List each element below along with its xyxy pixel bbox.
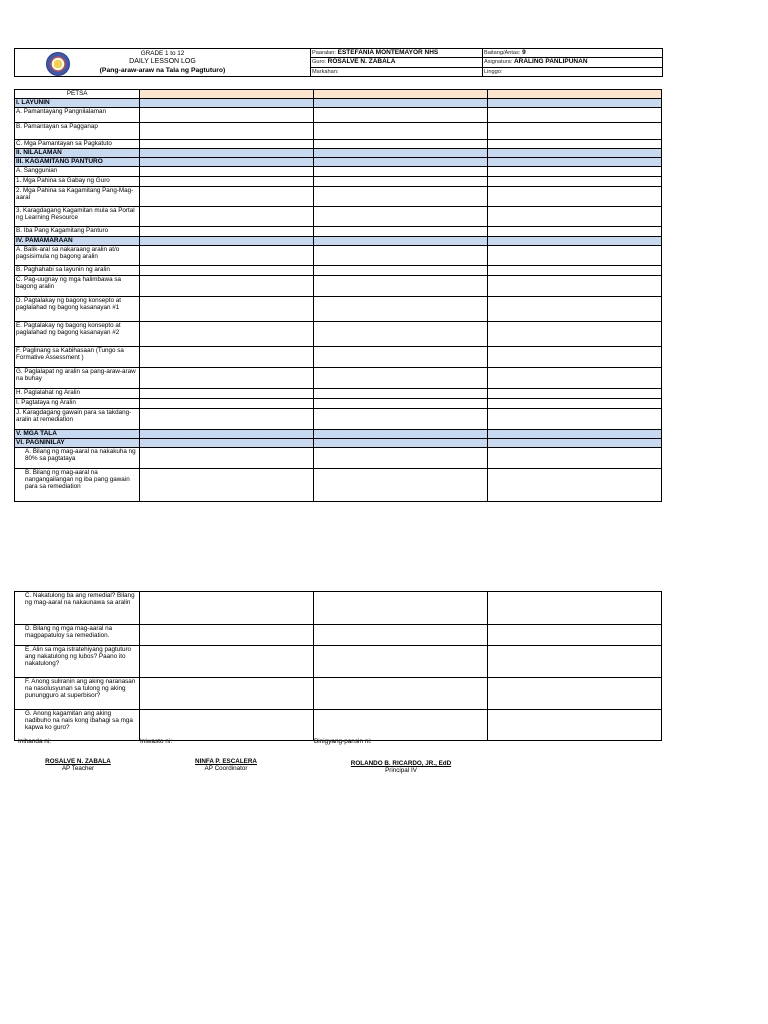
row-label: A. Balik-aral sa nakaraang aralin at/o pagsisimula ng bagong aralin [15, 246, 140, 266]
prepared-label: Inihanda ni: [18, 738, 52, 745]
day-cell[interactable] [314, 347, 488, 368]
noted-role: Principal IV [385, 767, 417, 774]
day-cell[interactable] [314, 266, 488, 276]
day-cell[interactable] [488, 123, 662, 140]
day-cell[interactable] [140, 149, 314, 158]
day-cell[interactable] [140, 90, 314, 99]
day-cell[interactable] [488, 439, 662, 448]
day-cell[interactable] [488, 322, 662, 347]
row-label: PETSA [15, 90, 140, 99]
log-subtitle: (Pang-araw-araw na Tala ng Pagtuturo) [99, 66, 226, 74]
day-cell[interactable] [140, 322, 314, 347]
day-cell[interactable] [314, 207, 488, 227]
day-cell[interactable] [488, 276, 662, 297]
row-label: F. Paglinang sa Kabihasaan (Tungo sa Formative Assessment ) [15, 347, 140, 368]
row-label: I. LAYUNIN [15, 99, 140, 108]
header-table [14, 48, 663, 77]
subject-cell: Asignatura: ARALING PANLIPUNAN [483, 58, 663, 67]
day-cell[interactable] [140, 592, 314, 625]
header-title-cell [15, 49, 311, 77]
row-label: B. Paghahabi sa layunin ng aralin [15, 266, 140, 276]
day-cell[interactable] [314, 99, 488, 108]
row-label: G. Anong kagamitan ang aking nadibuho na nais kong ibahagi sa mga kapwa ko guro? [15, 710, 140, 741]
day-cell[interactable] [140, 123, 314, 140]
day-cell[interactable] [314, 409, 488, 430]
row-label: B. Iba Pang Kagamitang Panturo [15, 227, 140, 237]
noted-signature [336, 760, 466, 774]
table-row [15, 227, 662, 237]
day-cell[interactable] [140, 625, 314, 646]
day-cell[interactable] [140, 646, 314, 678]
day-cell[interactable] [140, 297, 314, 322]
section-row [15, 237, 662, 246]
day-cell[interactable] [314, 646, 488, 678]
table-row [15, 322, 662, 347]
day-cell[interactable] [314, 592, 488, 625]
deped-seal-icon [46, 52, 70, 76]
day-cell[interactable] [314, 246, 488, 266]
day-cell[interactable] [140, 266, 314, 276]
day-cell[interactable] [488, 592, 662, 625]
checked-role: AP Coordinator [204, 765, 248, 772]
day-cell[interactable] [140, 177, 314, 187]
day-cell[interactable] [488, 108, 662, 123]
noted-name: ROLANDO B. RICARDO, JR., EdD [350, 760, 452, 767]
table-row [15, 710, 662, 741]
teacher-value: ROSALVE N. ZABALA [327, 58, 396, 66]
day-cell[interactable] [140, 409, 314, 430]
day-cell[interactable] [314, 158, 488, 167]
day-cell[interactable] [314, 625, 488, 646]
day-cell[interactable] [140, 246, 314, 266]
row-label: II. NILALAMAN [15, 149, 140, 158]
day-cell[interactable] [140, 678, 314, 710]
day-cell[interactable] [140, 347, 314, 368]
day-cell[interactable] [488, 149, 662, 158]
day-cell[interactable] [140, 237, 314, 246]
day-cell[interactable] [314, 167, 488, 177]
row-label: III. KAGAMITANG PANTURO [15, 158, 140, 167]
day-cell[interactable] [314, 710, 488, 741]
day-cell[interactable] [488, 140, 662, 149]
prepared-name: ROSALVE N. ZABALA [45, 758, 111, 765]
day-cell[interactable] [488, 177, 662, 187]
day-cell[interactable] [488, 266, 662, 276]
section-row [15, 158, 662, 167]
day-cell[interactable] [140, 99, 314, 108]
grade-level-cell: Baitang/Antas: 9 [483, 49, 663, 58]
table-row [15, 625, 662, 646]
day-cell[interactable] [140, 187, 314, 207]
day-cell[interactable] [140, 399, 314, 409]
school-value: ESTEFANIA MONTEMAYOR NHS [337, 49, 439, 56]
day-cell[interactable] [488, 625, 662, 646]
day-cell[interactable] [314, 399, 488, 409]
table-row [15, 266, 662, 276]
day-cell[interactable] [140, 140, 314, 149]
table-row [15, 207, 662, 227]
day-cell[interactable] [314, 177, 488, 187]
prepared-role: AP Teacher [61, 765, 95, 772]
row-label: E. Alin sa mga istratehiyang pagtuturo ang nakatulong ng lubos? Paano ito nakatulong? [15, 646, 140, 678]
row-label: A. Pamantayang Pangnilalaman [15, 108, 140, 123]
row-label: A. Bilang ng mag-aaral na nakakuha ng 80% sa pagtataya [15, 448, 140, 469]
row-label: H. Paglalahat ng Aralin [15, 389, 140, 399]
table-row [15, 646, 662, 678]
row-label: C. Pag-uugnay ng mga halimbawa sa bagong aralin [15, 276, 140, 297]
grade-range: GRADE 1 to 12 [140, 49, 185, 57]
day-cell[interactable] [488, 246, 662, 266]
section-row [15, 439, 662, 448]
day-cell[interactable] [140, 108, 314, 123]
day-cell[interactable] [314, 108, 488, 123]
day-cell[interactable] [314, 237, 488, 246]
table-row [15, 187, 662, 207]
checked-label: Iniwasto ni: [140, 738, 172, 745]
day-cell[interactable] [314, 430, 488, 439]
row-label: D. Pagtalakay ng bagong konsepto at paglalahad ng bagong kasanayan #1 [15, 297, 140, 322]
day-cell[interactable] [488, 469, 662, 502]
day-cell[interactable] [488, 207, 662, 227]
table-row [15, 347, 662, 368]
day-cell[interactable] [488, 99, 662, 108]
row-label: C. Nakatulong ba ang remedial? Bilang ng mag-aaral na nakaunawa sa aralin [15, 592, 140, 625]
table-row [15, 177, 662, 187]
day-cell[interactable] [488, 646, 662, 678]
day-cell[interactable] [488, 368, 662, 389]
day-cell[interactable] [488, 678, 662, 710]
checked-name: NINFA P. ESCALERA [195, 758, 257, 765]
day-cell[interactable] [140, 227, 314, 237]
section-row [15, 149, 662, 158]
day-cell[interactable] [488, 710, 662, 741]
day-cell[interactable] [140, 276, 314, 297]
day-cell[interactable] [488, 409, 662, 430]
row-label: 1. Mga Pahina sa Gabay ng Guro [15, 177, 140, 187]
day-cell[interactable] [314, 448, 488, 469]
row-label: D. Bilang ng mga mag-aaral na magpapatuloy sa remediation. [15, 625, 140, 646]
day-cell[interactable] [314, 469, 488, 502]
row-label: G. Paglalapat ng aralin sa pang-araw-araw na buhay [15, 368, 140, 389]
day-cell[interactable] [140, 710, 314, 741]
row-label: A. Sanggunian [15, 167, 140, 177]
table-row [15, 448, 662, 469]
day-cell[interactable] [140, 158, 314, 167]
day-cell[interactable] [488, 167, 662, 177]
table-row [15, 123, 662, 140]
day-cell[interactable] [314, 90, 488, 99]
day-cell[interactable] [314, 322, 488, 347]
day-cell[interactable] [140, 389, 314, 399]
row-label: C. Mga Pamantayan sa Pagkatuto [15, 140, 140, 149]
grade-level-value: 9 [522, 49, 526, 56]
day-cell[interactable] [488, 448, 662, 469]
day-cell[interactable] [488, 430, 662, 439]
prepared-signature [18, 758, 138, 772]
table-row [15, 592, 662, 625]
day-cell[interactable] [314, 439, 488, 448]
section-row [15, 430, 662, 439]
day-cell[interactable] [140, 430, 314, 439]
day-cell[interactable] [488, 297, 662, 322]
day-cell[interactable] [314, 297, 488, 322]
day-cell[interactable] [140, 448, 314, 469]
table-row [15, 276, 662, 297]
table-row [15, 469, 662, 502]
day-cell[interactable] [488, 158, 662, 167]
row-label: B. Bilang ng mag-aaral na nangangailangan ng iba pang gawain para sa remediation [15, 469, 140, 502]
row-label: I. Pagtataya ng Aralin [15, 399, 140, 409]
day-cell[interactable] [140, 368, 314, 389]
day-cell[interactable] [488, 347, 662, 368]
row-label: E. Pagtalakay ng bagong konsepto at paglalahad ng bagong kasanayan #2 [15, 322, 140, 347]
row-label: 3. Karagdagang Kagamitan mula sa Portal ng Learning Resource [15, 207, 140, 227]
table-row [15, 167, 662, 177]
day-cell[interactable] [488, 187, 662, 207]
school-cell: Paaralan: ESTEFANIA MONTEMAYOR NHS [311, 49, 483, 58]
date-row [15, 90, 662, 99]
day-cell[interactable] [140, 167, 314, 177]
table-row [15, 368, 662, 389]
quarter-cell: Markahan: [311, 67, 483, 76]
checked-signature [166, 758, 286, 772]
table-row [15, 108, 662, 123]
table-row [15, 678, 662, 710]
table-row [15, 399, 662, 409]
table-row [15, 246, 662, 266]
subject-value: ARALING PANLIPUNAN [513, 58, 588, 66]
table-row [15, 409, 662, 430]
day-cell[interactable] [488, 90, 662, 99]
day-cell[interactable] [488, 389, 662, 399]
noted-label: Binigyang-pansin ni: [314, 738, 372, 745]
day-cell[interactable] [314, 187, 488, 207]
day-cell[interactable] [140, 207, 314, 227]
row-label: VI. PAGNINILAY [15, 439, 140, 448]
row-label: IV. PAMAMARAAN [15, 237, 140, 246]
day-cell[interactable] [488, 399, 662, 409]
day-cell[interactable] [314, 678, 488, 710]
section-row [15, 99, 662, 108]
table-row [15, 297, 662, 322]
teacher-cell: Guro: ROSALVE N. ZABALA [311, 58, 483, 67]
row-label: J. Karagdagang gawain para sa takdang-aralin at remediation [15, 409, 140, 430]
row-label: B. Pamantayan sa Pagganap [15, 123, 140, 140]
day-cell[interactable] [314, 149, 488, 158]
log-title: DAILY LESSON LOG [129, 58, 196, 66]
row-label: 2. Mga Pahina sa Kagamitang Pang-Mag-aaral [15, 187, 140, 207]
day-cell[interactable] [314, 227, 488, 237]
table-row [15, 389, 662, 399]
day-cell[interactable] [314, 123, 488, 140]
day-cell[interactable] [488, 227, 662, 237]
day-cell[interactable] [314, 368, 488, 389]
table-row [15, 140, 662, 149]
day-cell[interactable] [314, 389, 488, 399]
day-cell[interactable] [140, 439, 314, 448]
week-cell: Linggo: [483, 67, 663, 76]
row-label: F. Anong suliranin ang aking naranasan na nasolusyunan sa tulong ng aking punungguro at superbisor? [15, 678, 140, 710]
lesson-log-table [14, 89, 662, 502]
day-cell[interactable] [140, 469, 314, 502]
day-cell[interactable] [314, 140, 488, 149]
reflection-table [14, 591, 662, 741]
day-cell[interactable] [488, 237, 662, 246]
row-label: V. MGA TALA [15, 430, 140, 439]
day-cell[interactable] [314, 276, 488, 297]
